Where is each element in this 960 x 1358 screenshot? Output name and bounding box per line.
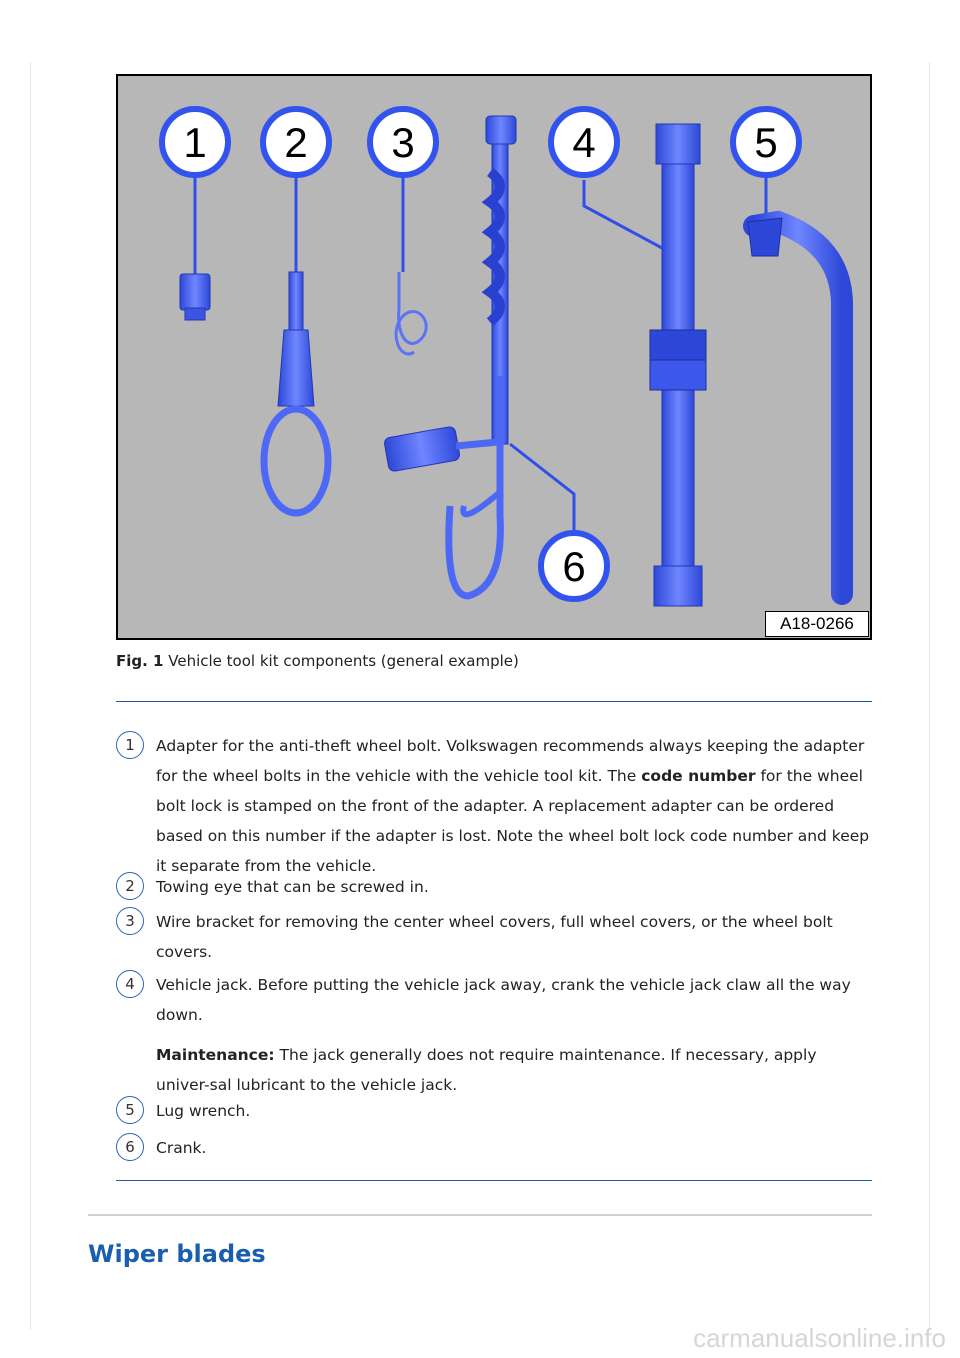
legend-item-3 bbox=[116, 907, 872, 967]
callout-5 bbox=[733, 109, 799, 175]
figure-caption bbox=[116, 652, 519, 670]
legend-number-badge: 3 bbox=[116, 907, 144, 935]
legend-item-5 bbox=[116, 1096, 872, 1126]
figure-caption-label: Fig. 1 bbox=[116, 652, 164, 670]
page-margin-right bbox=[929, 62, 930, 1330]
tool-kit-illustration bbox=[118, 76, 870, 638]
legend-text: Crank. bbox=[156, 1139, 207, 1157]
callout-3-label: 3 bbox=[391, 119, 415, 166]
callout-2-label: 2 bbox=[284, 119, 308, 166]
wire-bracket-tool bbox=[396, 176, 426, 354]
legend-number-badge: 6 bbox=[116, 1133, 144, 1161]
callout-5-label: 5 bbox=[754, 119, 778, 166]
vehicle-jack-tool bbox=[584, 124, 706, 606]
section-heading: Wiper blades bbox=[88, 1240, 266, 1268]
legend-text: Lug wrench. bbox=[156, 1102, 251, 1120]
legend-text: Vehicle jack. Before putting the vehicle jack away, crank the vehicle jack claw all the way down. bbox=[156, 976, 851, 1024]
maintenance-label: Maintenance: bbox=[156, 1046, 275, 1064]
legend-text: Adapter for the anti-theft wheel bolt. Volkswagen recommends always keeping the adapter for the wheel bolts in the vehicle with the vehicle tool kit. The code number for the wheel bolt lock is stamped on the front of the adapter. A replacement adapter can be ordered based on this number if the adapter is lost. Note the wheel bolt lock code number and keep it separate from the vehicle. bbox=[156, 737, 870, 875]
tool-kit-figure bbox=[116, 74, 872, 640]
legend-number-badge: 2 bbox=[116, 872, 144, 900]
legend-bold-term: code number bbox=[641, 767, 756, 785]
callout-4 bbox=[551, 109, 617, 175]
callout-6 bbox=[541, 533, 607, 599]
figure-caption-text: Vehicle tool kit components (general example) bbox=[168, 652, 519, 670]
legend-maintenance-note: Maintenance: The jack generally does not require maintenance. If necessary, apply univer-sal lubricant to the vehicle jack. bbox=[156, 1046, 817, 1094]
callout-6-label: 6 bbox=[562, 543, 586, 590]
callout-1-label: 1 bbox=[183, 119, 207, 166]
legend-number-badge: 1 bbox=[116, 731, 144, 759]
towing-eye-tool bbox=[264, 176, 328, 513]
legend-top-rule bbox=[116, 701, 872, 702]
callout-1 bbox=[162, 109, 228, 175]
page-margin-left bbox=[30, 62, 31, 1330]
legend-text: Towing eye that can be screwed in. bbox=[156, 878, 429, 896]
legend-text: Wire bracket for removing the center wheel covers, full wheel covers, or the wheel bolt covers. bbox=[156, 913, 833, 961]
adapter-tool bbox=[180, 176, 210, 320]
legend-item-4 bbox=[116, 970, 872, 1100]
callout-3 bbox=[370, 109, 436, 175]
watermark: carmanualsonline.info bbox=[693, 1323, 946, 1353]
legend-item-1 bbox=[116, 731, 872, 881]
callout-2 bbox=[263, 109, 329, 175]
legend-item-6 bbox=[116, 1133, 872, 1163]
legend-number-badge: 5 bbox=[116, 1096, 144, 1124]
callout-4-label: 4 bbox=[572, 119, 596, 166]
legend-number-badge: 4 bbox=[116, 970, 144, 998]
crank-tool bbox=[384, 116, 574, 596]
lug-wrench-tool bbox=[748, 176, 842, 594]
figure-code-label: A18-0266 bbox=[765, 611, 869, 637]
legend-item-2 bbox=[116, 872, 872, 902]
legend-bottom-rule bbox=[116, 1180, 872, 1181]
section-divider bbox=[88, 1214, 872, 1216]
